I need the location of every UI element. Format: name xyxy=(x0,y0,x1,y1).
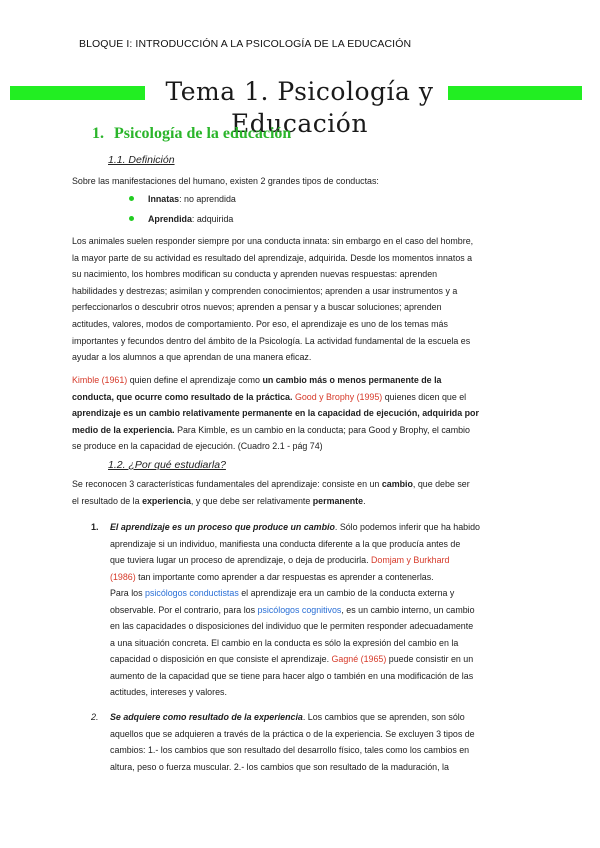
section-number: 1. xyxy=(92,125,104,142)
bullet-icon xyxy=(129,216,134,221)
bullet-aprendida: Aprendida: adquirida xyxy=(129,214,233,224)
paragraph-caracteristicas: Se reconocen 3 características fundamentales del aprendizaje: consiste en un cambio, que debe ser el resultado de la experiencia, y que debe ser relativamente permanente. xyxy=(72,479,470,506)
bullet-innatas: Innatas: no aprendida xyxy=(129,194,236,204)
bullet-icon xyxy=(129,196,134,201)
citation-kimble: Kimble (1961) xyxy=(72,375,128,385)
block-header: BLOQUE I: INTRODUCCIÓN A LA PSICOLOGÍA DE LA EDUCACIÓN xyxy=(79,38,412,50)
paragraph-definiciones: Kimble (1961) quien define el aprendizaje como un cambio más o menos permanente de la conducta, que ocurre como resultado de la práctica. Good y Brophy (1995) quienes dicen que el aprendizaje es un cambio relativamente permanente en la capacidad de ejecución, adquirida por medio de la experiencia. Para Kimble, es un cambio en la conducta; para Good y Brophy, el cambio se produce en la capacidad de ejecución. (Cuadro 2.1 - pág 74) xyxy=(72,375,479,452)
section-title: Psicología de la educación xyxy=(114,125,292,142)
subsection-definicion: 1.1. Definición xyxy=(108,154,175,166)
list-item-experiencia: Se adquiere como resultado de la experiencia. Los cambios que se aprenden, son sólo aquellos que se adquieren a través de la práctica o de la experiencia. Se excluyen 3 tipos de cambios: 1.- los cambios que son resultado del desarrollo físico, tales como los cambios en altura, peso o fuerza muscular. 2.- los cambios que son resultado de la maduración, la xyxy=(110,712,475,772)
citation-gagne: Gagné (1965) xyxy=(331,654,387,664)
term-conductistas: psicólogos conductistas xyxy=(145,588,239,598)
paragraph-aprendizaje: Los animales suelen responder siempre por una conducta innata: sin embargo en el caso del hombre, la mayor parte de su actividad es resultado del aprendizaje, adquirida. Desde los momentos innatos a su nacimiento, los hombres modifican su conducta y aprenden nuevas respuestas: aprenden habilidades y destrezas; asimilan y comprenden conocimientos; aprenden a usar instrumentos y a perfeccionarlos o descubrir otros nuevos; aprenden a pensar y a buscar soluciones; aprenden actitudes, valores, modos de comportamiento. Por eso, el aprendizaje es uno de los temas más importantes y fecundos dentro del ámbito de la Psicología. La actividad fundamental de la escuela es ayudar a los alumnos a que aprendan de una manera eficaz. xyxy=(72,236,474,363)
list-number-2: 2. xyxy=(91,712,99,722)
term-cognitivos: psicólogos cognitivos xyxy=(257,604,342,615)
title-bar-left xyxy=(10,86,145,100)
intro-text: Sobre las manifestaciones del humano, existen 2 grandes tipos de conductas: xyxy=(72,176,379,186)
list-number-1: 1. xyxy=(91,522,99,532)
citation-good-brophy: Good y Brophy (1995) xyxy=(294,391,383,402)
page-title: Tema 1. Psicología y Educación xyxy=(165,77,434,138)
subsection-por-que: 1.2. ¿Por qué estudiarla? xyxy=(108,459,226,471)
list-item-cambio: El aprendizaje es un proceso que produce un cambio. Sólo podemos inferir que ha habido aprendizaje si un individuo, manifiesta una conducta diferente a la que producía antes de que tuviera lugar un proceso de aprendizaje, o deja de producirla. Domjam y Burkhard (1986) tan importante como aprender a dar respuestas es aprender a contenerlas. Para los psicólogos conductistas el aprendizaje era un cambio de la conducta externa y observable. Por el contrario, para los psicólogos cognitivos, es un cambio interno, un cambio en las capacidades o disposiciones del individuo que le permiten responder adecuadamente a una situación concreta. El cambio en la conducta es sólo la expresión del cambio en la capacidad o disposición en que consiste el aprendizaje. Gagné (1965) puede consistir en un aumento de la capacidad que se tiene para hacer algo o también en una modificación de las actitudes, intereses y valores. xyxy=(110,522,480,697)
section-heading xyxy=(92,125,291,143)
citation-domjam: Domjam y Burkhard xyxy=(371,555,450,565)
title-bar-right xyxy=(448,86,582,100)
